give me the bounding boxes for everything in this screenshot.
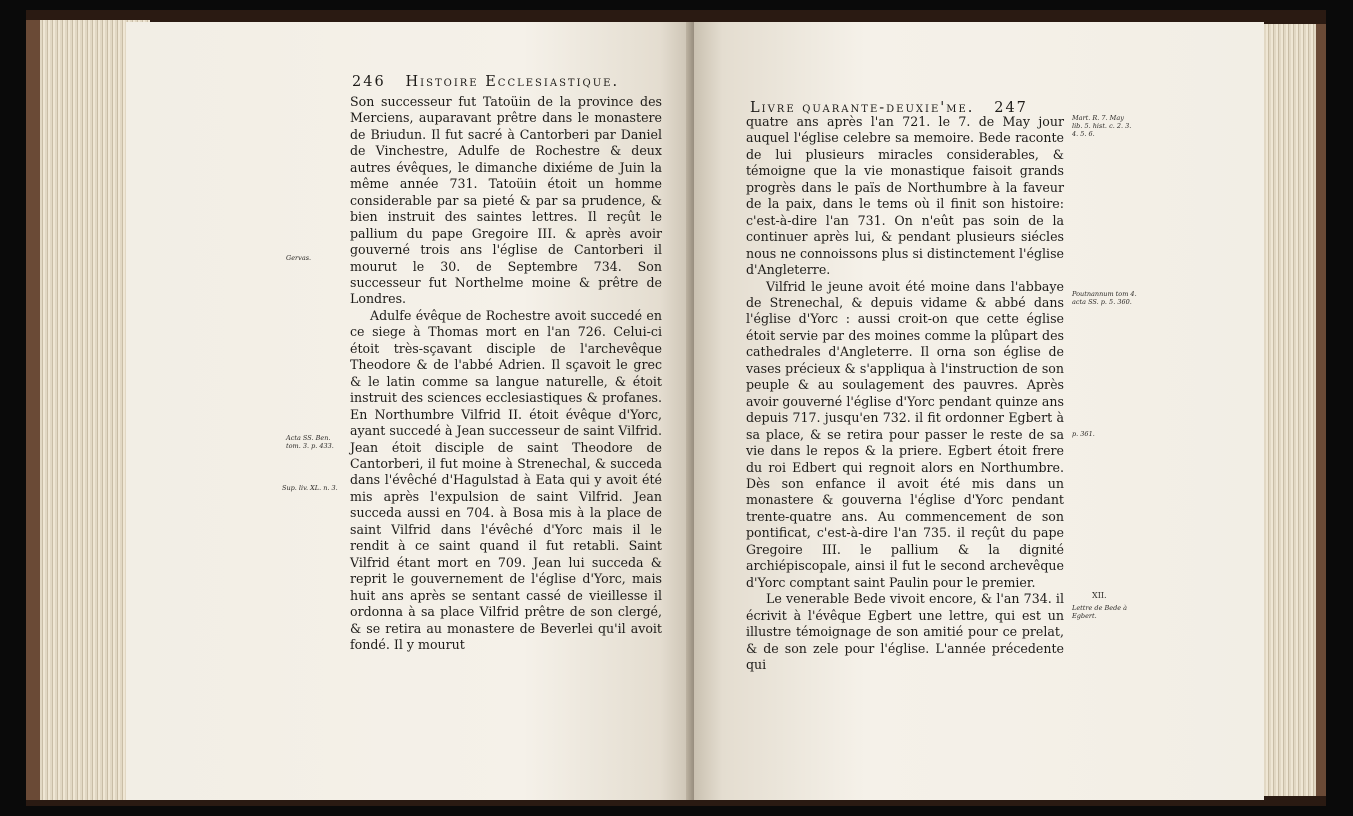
right-margin-note: Lettre de Bede à Egbert. <box>1072 604 1128 620</box>
right-margin-note: Poutnannum tom 4. acta SS. p. 5. 360. <box>1072 290 1137 306</box>
right-page <box>694 22 1264 800</box>
left-margin-note: Sup. liv. XL. n. 3. <box>282 484 338 492</box>
right-margin-note: XII. <box>1092 591 1107 600</box>
left-page <box>126 22 694 800</box>
right-page-number: 247 <box>994 100 1028 116</box>
left-page-number: 246 <box>352 74 386 90</box>
left-paragraph: Son successeur fut Tatoüin de la province des Merciens, auparavant prêtre dans le monastere de Briudun. Il fut sacré à Cantorberi par Daniel de Vinchestre, Adulfe de Rochestre & deux autres évêques, le dimanche dixiéme de Juin la même année 731. Tatoüin étoit un homme considerable par sa pieté & par sa prudence, & bien instruit des saintes lettres. Il reçût le pallium du pape Gregoire III. & après avoir gouverné trois ans l'église de Cantorberi il mourut le 30. de Septembre 734. Son successeur fut Northelme moine & prêtre de Londres. <box>350 94 662 307</box>
left-margin-note: Acta SS. Ben. tom. 3. p. 433. <box>286 434 334 450</box>
right-paragraph: Vilfrid le jeune avoit été moine dans l'abbaye de Strenechal, & depuis vidame & abbé dans l'église d'Yorc : aussi croit-on que cette église étoit servie par des moines comme la plûpart des cathedrales d'Angleterre. Il orna son église de vases précieux & s'appliqua à l'instruction de son peuple & au soulagement des pauvres. Après avoir gouverné l'église d'Yorc pendant quinze ans depuis 717. jusqu'en 732. il fit ordonner Egbert à sa place, & se retira pour passer le reste de sa vie dans le repos & la priere. Egbert étoit frere du roi Edbert qui regnoit alors en Northumbre. Dès son enfance il avoit été mis dans un monastere & gouverna l'église d'Yorc pendant trente-quatre ans. Au commencement de son pontificat, c'est-à-dire l'an 735. il reçût du pape Gregoire III. le pallium & la dignité archiépiscopale, ainsi il fut le second archevêque d'Yorc comptant saint Paulin pour le premier. <box>746 278 1064 590</box>
right-margin-note: Mart. R. 7. May lib. 5. hist. c. 2. 3. 4. 5. 6. <box>1072 114 1132 138</box>
right-running-title: Livre quarante-deuxie'me. <box>750 100 975 116</box>
right-body-text <box>746 114 1064 673</box>
left-running-head <box>352 74 619 90</box>
left-margin-note: Gervas. <box>286 254 312 262</box>
left-paragraph: Adulfe évêque de Rochestre avoit succedé en ce siege à Thomas mort en l'an 726. Celui-ci étoit très-sçavant disciple de l'archevêque Theodore & de l'abbé Adrien. Il sçavoit le grec & le latin comme sa langue naturelle, & étoit instruit des sciences ecclesiastiques & profanes. En Northumbre Vilfrid II. étoit évêque d'Yorc, ayant succedé à Jean successeur de saint Vilfrid. Jean étoit disciple de saint Theodore de Cantorberi, il fut moine à Strenechal, & succeda dans l'évêché d'Hagulstad à Eata qui y avoit été mis après l'expulsion de saint Vilfrid. Jean succeda aussi en 704. à Bosa mis à la place de saint Vilfrid dans l'évêché d'Yorc mais il le rendit à ce saint quand il fut retabli. Saint Vilfrid étant mort en 709. Jean lui succeda & reprit le gouvernement de l'église d'Yorc, mais huit ans après se sentant cassé de vieillesse il ordonna à sa place Vilfrid prêtre de son clergé, & se retira au monastere de Beverlei qu'il avoit fondé. Il y mourut <box>350 307 662 652</box>
right-paragraph: quatre ans après l'an 721. le 7. de May jour auquel l'église celebre sa memoire. Bede raconte de lui plusieurs miracles considerables, & témoigne que la vie monastique faisoit grands progrès dans le païs de Northumbre à la faveur de la paix, dans le tems où il finit son histoire: c'est-à-dire l'an 731. On n'eût pas soin de la continuer après lui, & pendant plusieurs siécles nous ne connoissons plus si distinctement l'église d'Angleterre. <box>746 114 1064 278</box>
book <box>26 10 1326 806</box>
left-body-text <box>350 94 662 653</box>
right-paragraph: Le venerable Bede vivoit encore, & l'an 734. il écrivit à l'évêque Egbert une lettre, qui est un illustre témoignage de son amitié pour ce prelat, & de son zele pour l'église. L'année précedente qui <box>746 591 1064 672</box>
right-page-edges <box>1256 24 1326 796</box>
left-running-title: Histoire Ecclesiastique. <box>405 74 620 90</box>
right-margin-note: p. 361. <box>1072 430 1095 438</box>
